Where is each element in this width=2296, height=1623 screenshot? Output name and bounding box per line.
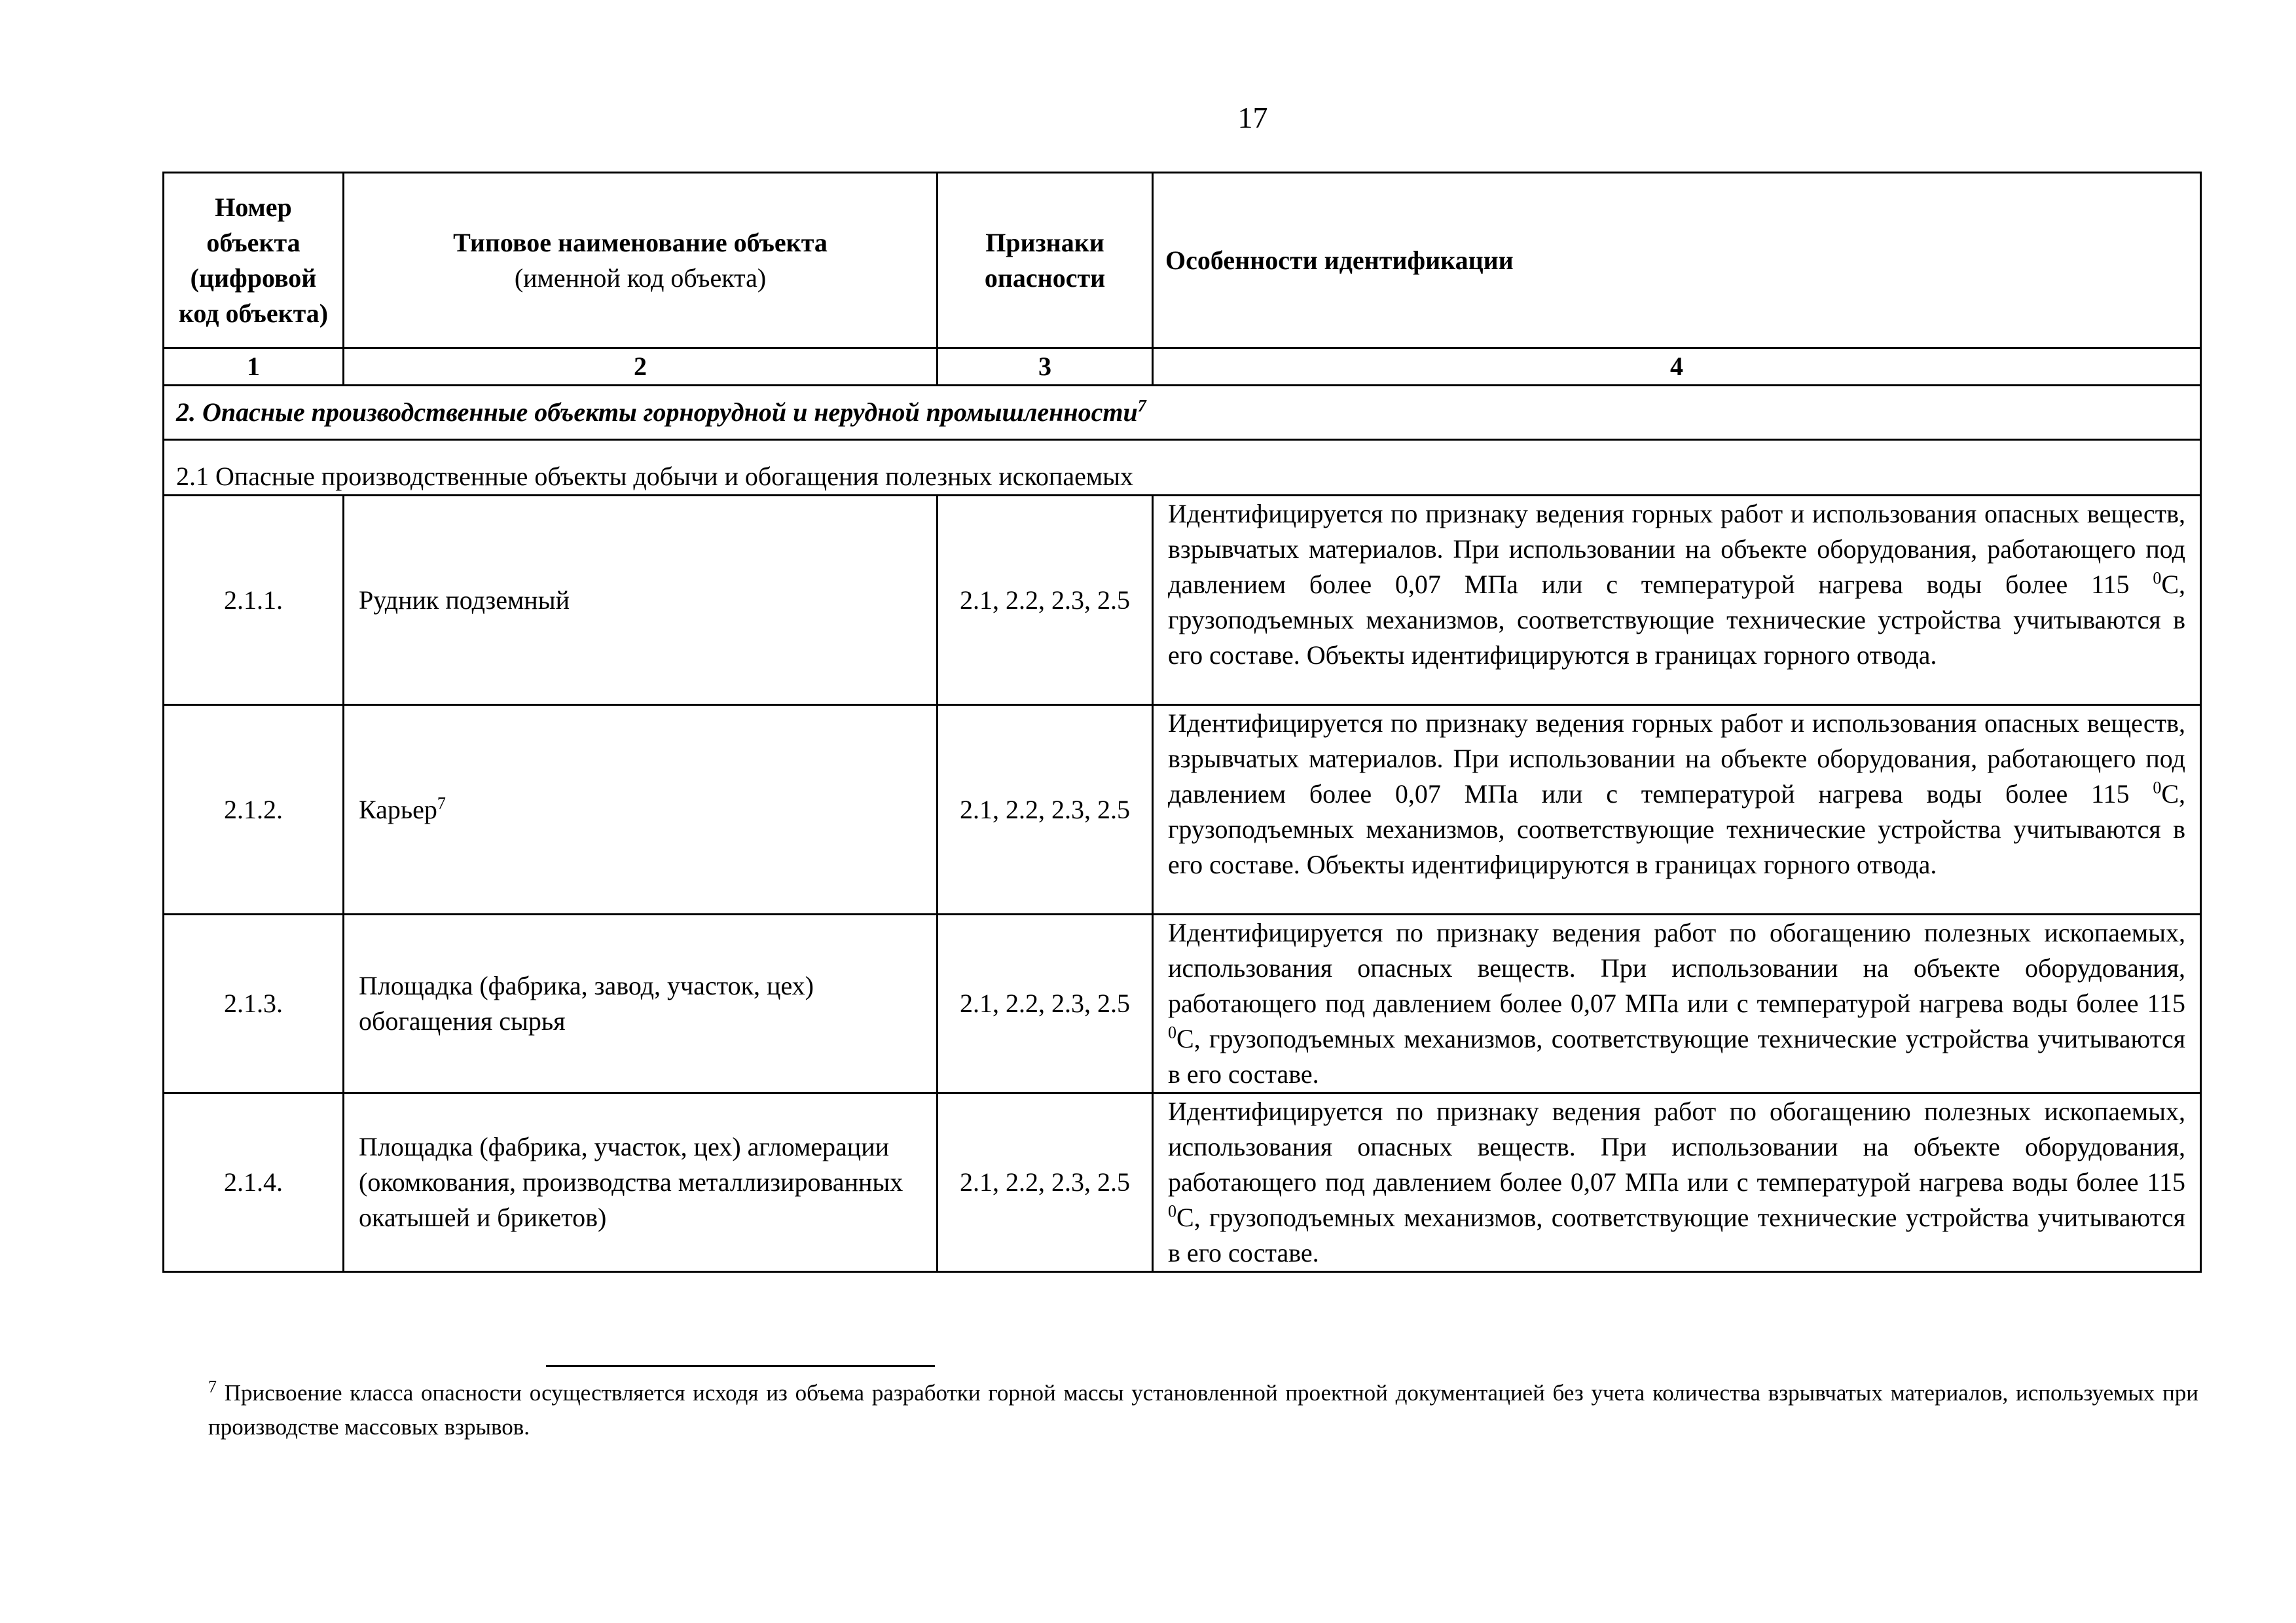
object-code: 2.1.3. (164, 915, 344, 1093)
page-number: 17 (1237, 101, 1268, 134)
identification-notes (1153, 496, 2201, 705)
object-name-text: Площадка (фабрика, завод, участок, цех) обогащения сырья (359, 971, 814, 1036)
table-header-row (164, 173, 2201, 348)
degree-mark: 0 (1168, 1201, 1176, 1221)
identification-notes (1153, 1093, 2201, 1272)
object-code: 2.1.4. (164, 1093, 344, 1272)
column-number: 2 (344, 348, 938, 386)
object-name-text: Карьер (359, 794, 437, 824)
object-name-text: Площадка (фабрика, участок, цех) агломерации (окомкования, производства металлизированных окатышей и брикетов) (359, 1132, 903, 1232)
object-name-text: Рудник подземный (359, 585, 570, 615)
hazard-signs: 2.1, 2.2, 2.3, 2.5 (938, 1093, 1153, 1272)
column-number: 3 (938, 348, 1153, 386)
identification-text: С, грузоподъемных механизмов, соответствующие технические устройства учитываются в его составе. (1168, 1024, 2185, 1089)
identification-text: С, грузоподъемных механизмов, соответствующие технические устройства учитываются в его составе. Объекты идентифицируются в границах горного отвода. (1168, 779, 2185, 879)
header-object-name (344, 173, 938, 348)
object-name-ref: 7 (437, 793, 446, 813)
hazard-signs: 2.1, 2.2, 2.3, 2.5 (938, 915, 1153, 1093)
hazard-signs: 2.1, 2.2, 2.3, 2.5 (938, 496, 1153, 705)
subsection-row (164, 440, 2201, 496)
footnote (208, 1376, 2198, 1444)
degree-mark: 0 (1168, 1023, 1176, 1042)
degree-mark: 0 (2153, 568, 2162, 588)
identification-text: Идентифицируется по признаку ведения работ по обогащению полезных ископаемых, использования опасных веществ. При использовании на объекте оборудования, работающего под давлением более 0,07 МПа или с температурой нагрева воды более 115 (1168, 1097, 2185, 1197)
header-object-name-sub: (именной код объекта) (514, 263, 767, 293)
header-object-number: Номер объекта (цифровой код объекта) (164, 173, 344, 348)
footnote-mark: 7 (208, 1377, 217, 1396)
degree-mark: 0 (2153, 778, 2162, 797)
identification-text: Идентифицируется по признаку ведения горных работ и использования опасных веществ, взрывчатых материалов. При использовании на объекте оборудования, работающего под давлением более 0,07 МПа или с температурой нагрева воды более 115 (1168, 499, 2185, 599)
object-code: 2.1.2. (164, 705, 344, 915)
object-code: 2.1.1. (164, 496, 344, 705)
identification-text: С, грузоподъемных механизмов, соответствующие технические устройства учитываются в его составе. Объекты идентифицируются в границах горного отвода. (1168, 570, 2185, 670)
hazard-objects-table (162, 172, 2202, 1273)
section-row (164, 386, 2201, 440)
column-number: 4 (1153, 348, 2201, 386)
table-row (164, 915, 2201, 1093)
table-row (164, 496, 2201, 705)
column-numbers-row (164, 348, 2201, 386)
identification-notes (1153, 705, 2201, 915)
table-row (164, 1093, 2201, 1272)
footnote-separator (546, 1365, 935, 1367)
section-footnote-ref: 7 (1137, 396, 1146, 416)
object-name (344, 1093, 938, 1272)
header-object-name-bold: Типовое наименование объекта (453, 227, 828, 257)
footnote-text: Присвоение класса опасности осуществляется исходя из объема разработки горной массы установленной проектной документацией без учета количества взрывчатых материалов, используемых при производстве массовых взрывов. (208, 1380, 2198, 1440)
identification-text: С, грузоподъемных механизмов, соответствующие технические устройства учитываются в его составе. (1168, 1203, 2185, 1267)
object-name (344, 705, 938, 915)
table-row (164, 705, 2201, 915)
header-hazard-signs: Признаки опасности (938, 173, 1153, 348)
section-title (164, 386, 2201, 440)
identification-text: Идентифицируется по признаку ведения работ по обогащению полезных ископаемых, использования опасных веществ. При использовании на объекте оборудования, работающего под давлением более 0,07 МПа или с температурой нагрева воды более 115 (1168, 918, 2185, 1018)
header-identification: Особенности идентификации (1153, 173, 2201, 348)
hazard-signs: 2.1, 2.2, 2.3, 2.5 (938, 705, 1153, 915)
identification-text: Идентифицируется по признаку ведения горных работ и использования опасных веществ, взрывчатых материалов. При использовании на объекте оборудования, работающего под давлением более 0,07 МПа или с температурой нагрева воды более 115 (1168, 708, 2185, 809)
identification-notes (1153, 915, 2201, 1093)
column-number: 1 (164, 348, 344, 386)
object-name (344, 496, 938, 705)
subsection-title: 2.1 Опасные производственные объекты добычи и обогащения полезных ископаемых (164, 440, 2201, 496)
object-name (344, 915, 938, 1093)
section-title-text: 2. Опасные производственные объекты горнорудной и нерудной промышленности (176, 397, 1138, 427)
